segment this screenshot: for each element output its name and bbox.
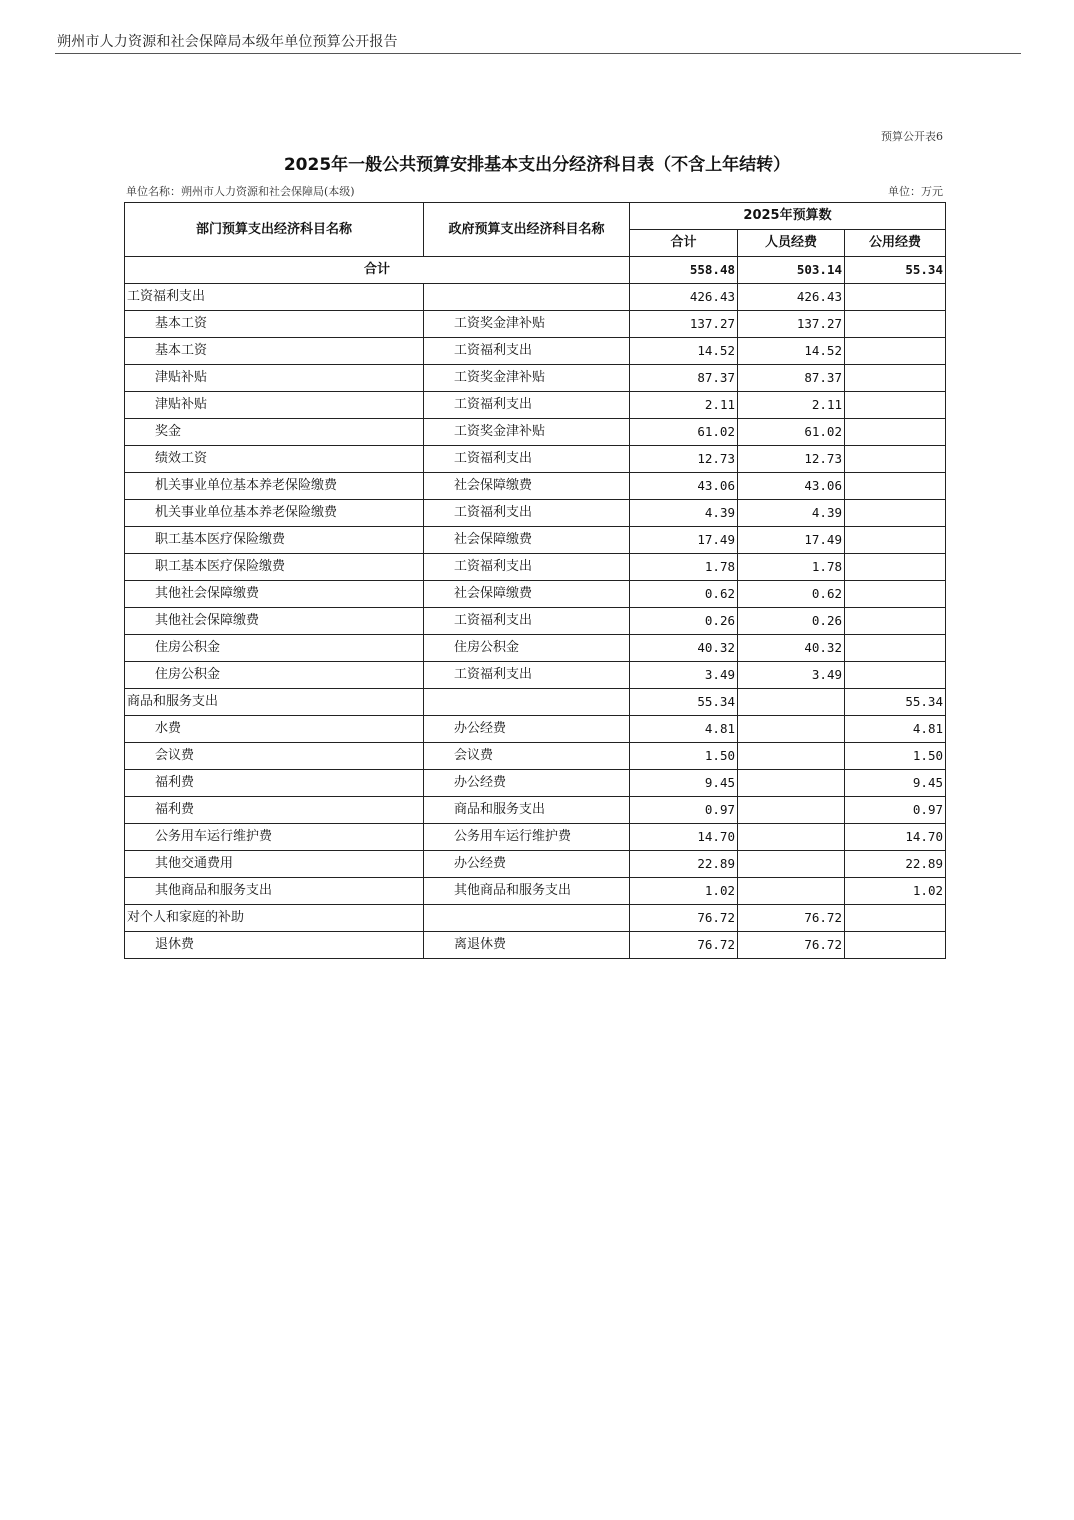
gov-cell (424, 284, 630, 311)
amount-personnel-cell: 76.72 (738, 905, 845, 932)
table-row (125, 365, 946, 392)
amount-total-cell: 76.72 (630, 932, 738, 959)
total-personnel-cell: 503.14 (738, 257, 845, 284)
econ-cell: 住房公积金 (125, 635, 424, 662)
amount-public-cell: 22.89 (845, 851, 946, 878)
amount-personnel-cell (738, 770, 845, 797)
amount-public-cell (845, 419, 946, 446)
table-row (125, 554, 946, 581)
col-header-personnel: 人员经费 (738, 230, 845, 257)
amount-personnel-cell: 0.62 (738, 581, 845, 608)
amount-personnel-cell: 12.73 (738, 446, 845, 473)
table-row (125, 824, 946, 851)
amount-personnel-cell: 137.27 (738, 311, 845, 338)
amount-total-cell: 1.78 (630, 554, 738, 581)
amount-public-cell (845, 608, 946, 635)
amount-total-cell: 76.72 (630, 905, 738, 932)
amount-public-cell (845, 392, 946, 419)
table-row (125, 446, 946, 473)
amount-total-cell: 55.34 (630, 689, 738, 716)
amount-personnel-cell: 43.06 (738, 473, 845, 500)
table-row (125, 716, 946, 743)
amount-public-cell (845, 527, 946, 554)
gov-cell: 工资福利支出 (424, 554, 630, 581)
table-row (125, 311, 946, 338)
gov-cell: 公务用车运行维护费 (424, 824, 630, 851)
table-row (125, 743, 946, 770)
amount-public-cell (845, 635, 946, 662)
table-row (125, 284, 946, 311)
amount-personnel-cell: 4.39 (738, 500, 845, 527)
total-public-cell: 55.34 (845, 257, 946, 284)
amount-total-cell: 40.32 (630, 635, 738, 662)
table-title: 2025年一般公共预算安排基本支出分经济科目表（不含上年结转） (283, 155, 791, 175)
amount-total-cell: 4.81 (630, 716, 738, 743)
econ-cell: 绩效工资 (125, 446, 424, 473)
econ-cell: 职工基本医疗保险缴费 (125, 527, 424, 554)
col-header-total: 合计 (630, 230, 738, 257)
econ-cell: 其他商品和服务支出 (125, 878, 424, 905)
amount-personnel-cell: 3.49 (738, 662, 845, 689)
amount-total-cell: 4.39 (630, 500, 738, 527)
gov-cell: 办公经费 (424, 716, 630, 743)
econ-cell: 会议费 (125, 743, 424, 770)
gov-cell (424, 905, 630, 932)
econ-cell: 其他社会保障缴费 (125, 581, 424, 608)
econ-cell: 公务用车运行维护费 (125, 824, 424, 851)
amount-public-cell: 55.34 (845, 689, 946, 716)
amount-total-cell: 87.37 (630, 365, 738, 392)
econ-cell: 福利费 (125, 770, 424, 797)
econ-cell: 其他社会保障缴费 (125, 608, 424, 635)
econ-cell: 商品和服务支出 (125, 689, 424, 716)
table-row (125, 608, 946, 635)
amount-personnel-cell: 76.72 (738, 932, 845, 959)
amount-total-cell: 0.97 (630, 797, 738, 824)
amount-personnel-cell (738, 716, 845, 743)
gov-cell: 商品和服务支出 (424, 797, 630, 824)
table-row (125, 338, 946, 365)
econ-cell: 工资福利支出 (125, 284, 424, 311)
currency-unit: 单位：万元 (888, 185, 943, 198)
econ-cell: 奖金 (125, 419, 424, 446)
col-header-dept-econ: 部门预算支出经济科目名称 (125, 203, 424, 257)
amount-public-cell (845, 662, 946, 689)
amount-personnel-cell: 1.78 (738, 554, 845, 581)
amount-public-cell: 0.97 (845, 797, 946, 824)
table-row (125, 878, 946, 905)
table-row (125, 662, 946, 689)
amount-total-cell: 137.27 (630, 311, 738, 338)
amount-total-cell: 14.70 (630, 824, 738, 851)
table-row (125, 527, 946, 554)
col-header-gov-econ: 政府预算支出经济科目名称 (424, 203, 630, 257)
econ-cell: 对个人和家庭的补助 (125, 905, 424, 932)
amount-personnel-cell: 426.43 (738, 284, 845, 311)
amount-total-cell: 3.49 (630, 662, 738, 689)
amount-personnel-cell: 61.02 (738, 419, 845, 446)
gov-cell: 社会保障缴费 (424, 581, 630, 608)
gov-cell: 其他商品和服务支出 (424, 878, 630, 905)
table-row (125, 500, 946, 527)
total-row (125, 257, 946, 284)
econ-cell: 退休费 (125, 932, 424, 959)
amount-personnel-cell: 40.32 (738, 635, 845, 662)
amount-personnel-cell (738, 689, 845, 716)
amount-total-cell: 43.06 (630, 473, 738, 500)
amount-total-cell: 1.02 (630, 878, 738, 905)
econ-cell: 津贴补贴 (125, 392, 424, 419)
col-header-budget-group: 2025年预算数 (630, 203, 946, 230)
amount-personnel-cell (738, 851, 845, 878)
gov-cell: 社会保障缴费 (424, 527, 630, 554)
amount-total-cell: 22.89 (630, 851, 738, 878)
header-rule (55, 53, 1021, 54)
gov-cell: 办公经费 (424, 770, 630, 797)
form-number: 预算公开表6 (881, 130, 943, 143)
table-row (125, 581, 946, 608)
amount-personnel-cell: 14.52 (738, 338, 845, 365)
amount-public-cell (845, 500, 946, 527)
amount-public-cell: 4.81 (845, 716, 946, 743)
econ-cell: 职工基本医疗保险缴费 (125, 554, 424, 581)
amount-personnel-cell: 17.49 (738, 527, 845, 554)
amount-public-cell (845, 365, 946, 392)
table-row (125, 851, 946, 878)
gov-cell: 工资奖金津补贴 (424, 419, 630, 446)
amount-public-cell (845, 554, 946, 581)
econ-cell: 机关事业单位基本养老保险缴费 (125, 500, 424, 527)
gov-cell: 工资福利支出 (424, 608, 630, 635)
amount-total-cell: 2.11 (630, 392, 738, 419)
unit-name: 单位名称：朔州市人力资源和社会保障局(本级) (126, 185, 355, 198)
econ-cell: 其他交通费用 (125, 851, 424, 878)
total-label: 合计 (125, 257, 630, 284)
gov-cell: 工资福利支出 (424, 392, 630, 419)
table-row (125, 635, 946, 662)
table-row (125, 932, 946, 959)
amount-public-cell (845, 932, 946, 959)
amount-personnel-cell (738, 743, 845, 770)
gov-cell: 办公经费 (424, 851, 630, 878)
amount-public-cell: 1.02 (845, 878, 946, 905)
amount-total-cell: 1.50 (630, 743, 738, 770)
amount-public-cell (845, 338, 946, 365)
amount-public-cell: 14.70 (845, 824, 946, 851)
amount-public-cell (845, 581, 946, 608)
total-cell: 558.48 (630, 257, 738, 284)
amount-public-cell (845, 311, 946, 338)
amount-total-cell: 12.73 (630, 446, 738, 473)
table-row (125, 392, 946, 419)
amount-personnel-cell (738, 824, 845, 851)
amount-total-cell: 17.49 (630, 527, 738, 554)
econ-cell: 福利费 (125, 797, 424, 824)
table-row (125, 770, 946, 797)
amount-total-cell: 0.26 (630, 608, 738, 635)
gov-cell: 会议费 (424, 743, 630, 770)
econ-cell: 基本工资 (125, 311, 424, 338)
econ-cell: 住房公积金 (125, 662, 424, 689)
gov-cell: 离退休费 (424, 932, 630, 959)
gov-cell: 工资奖金津补贴 (424, 365, 630, 392)
amount-public-cell (845, 905, 946, 932)
amount-total-cell: 14.52 (630, 338, 738, 365)
amount-public-cell (845, 284, 946, 311)
table-row (125, 905, 946, 932)
amount-personnel-cell: 87.37 (738, 365, 845, 392)
econ-cell: 水费 (125, 716, 424, 743)
amount-personnel-cell (738, 878, 845, 905)
amount-public-cell: 1.50 (845, 743, 946, 770)
table-row (125, 797, 946, 824)
gov-cell: 住房公积金 (424, 635, 630, 662)
amount-total-cell: 9.45 (630, 770, 738, 797)
econ-cell: 基本工资 (125, 338, 424, 365)
gov-cell (424, 689, 630, 716)
amount-total-cell: 0.62 (630, 581, 738, 608)
amount-public-cell (845, 446, 946, 473)
amount-total-cell: 61.02 (630, 419, 738, 446)
amount-personnel-cell: 2.11 (738, 392, 845, 419)
econ-cell: 津贴补贴 (125, 365, 424, 392)
gov-cell: 社会保障缴费 (424, 473, 630, 500)
amount-public-cell (845, 473, 946, 500)
gov-cell: 工资奖金津补贴 (424, 311, 630, 338)
amount-total-cell: 426.43 (630, 284, 738, 311)
gov-cell: 工资福利支出 (424, 662, 630, 689)
budget-table (124, 202, 946, 959)
page-header: 朔州市人力资源和社会保障局本级年单位预算公开报告 (57, 34, 398, 50)
col-header-public: 公用经费 (845, 230, 946, 257)
gov-cell: 工资福利支出 (424, 500, 630, 527)
gov-cell: 工资福利支出 (424, 446, 630, 473)
table-row (125, 419, 946, 446)
table-row (125, 689, 946, 716)
amount-personnel-cell: 0.26 (738, 608, 845, 635)
table-row (125, 473, 946, 500)
amount-personnel-cell (738, 797, 845, 824)
econ-cell: 机关事业单位基本养老保险缴费 (125, 473, 424, 500)
gov-cell: 工资福利支出 (424, 338, 630, 365)
amount-public-cell: 9.45 (845, 770, 946, 797)
